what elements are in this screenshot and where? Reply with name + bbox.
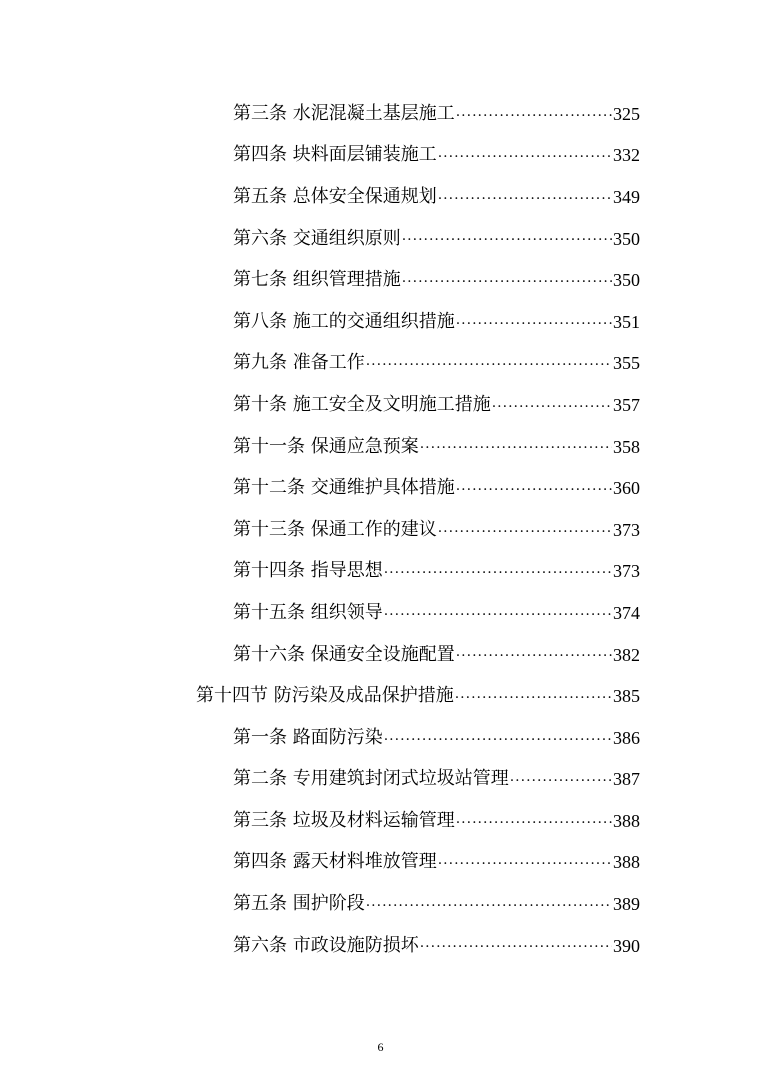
toc-dot-leader	[384, 558, 612, 592]
toc-dot-leader	[438, 849, 612, 883]
toc-dot-leader	[366, 891, 612, 925]
toc-dot-leader	[438, 184, 612, 218]
toc-dot-leader	[438, 517, 612, 551]
toc-entry-label: 第一条 路面防污染	[233, 726, 383, 748]
toc-entry-label: 第十四节 防污染及成品保护措施	[196, 685, 454, 707]
toc-entry[interactable]	[0, 384, 640, 426]
toc-entry-label: 第六条 交通组织原则	[233, 227, 401, 249]
toc-entry-label: 第九条 准备工作	[233, 352, 365, 374]
toc-dot-leader	[438, 142, 612, 176]
toc-entry-label: 第五条 围护阶段	[233, 893, 365, 915]
toc-dot-leader	[420, 932, 612, 966]
toc-entry-label: 第五条 总体安全保通规划	[233, 185, 437, 207]
toc-entry-label: 第十三条 保通工作的建议	[233, 518, 437, 540]
toc-entry-page-number: 382	[613, 644, 640, 665]
toc-entry-page-number: 386	[613, 727, 640, 748]
toc-entry-label: 第七条 组织管理措施	[233, 269, 401, 291]
toc-dot-leader	[384, 725, 612, 759]
toc-entry-label: 第十二条 交通维护具体措施	[233, 477, 455, 499]
toc-dot-leader	[456, 641, 612, 675]
toc-entry[interactable]	[0, 259, 640, 301]
toc-entry-label: 第十五条 组织领导	[233, 601, 383, 623]
toc-entry-label: 第三条 水泥混凝土基层施工	[233, 102, 455, 124]
toc-entry-label: 第四条 块料面层铺装施工	[233, 144, 437, 166]
toc-dot-leader	[420, 433, 612, 467]
toc-entry-page-number: 349	[613, 186, 640, 207]
toc-entry-page-number: 351	[613, 311, 640, 332]
toc-entry[interactable]	[0, 176, 640, 218]
toc-dot-leader	[384, 600, 612, 634]
toc-entry-page-number: 357	[613, 394, 640, 415]
toc-entry-label: 第八条 施工的交通组织措施	[233, 310, 455, 332]
toc-dot-leader	[456, 808, 612, 842]
toc-entry[interactable]	[0, 135, 640, 177]
toc-entry-page-number: 385	[613, 686, 640, 707]
table-of-contents	[0, 93, 761, 966]
toc-entry[interactable]	[0, 218, 640, 260]
toc-entry-page-number: 373	[613, 561, 640, 582]
toc-entry-page-number: 350	[613, 228, 640, 249]
toc-dot-leader	[492, 392, 612, 426]
toc-entry[interactable]	[0, 343, 640, 385]
toc-entry[interactable]	[0, 301, 640, 343]
toc-entry-label: 第十条 施工安全及文明施工措施	[233, 393, 491, 415]
toc-entry-label: 第十四条 指导思想	[233, 560, 383, 582]
toc-dot-leader	[402, 225, 612, 259]
toc-dot-leader	[456, 309, 612, 343]
toc-entry[interactable]	[0, 883, 640, 925]
toc-entry[interactable]	[0, 842, 640, 884]
toc-entry-page-number: 374	[613, 602, 640, 623]
toc-entry[interactable]	[0, 592, 640, 634]
toc-entry-page-number: 332	[613, 145, 640, 166]
toc-entry-label: 第十六条 保通安全设施配置	[233, 643, 455, 665]
toc-entry-label: 第六条 市政设施防损坏	[233, 934, 419, 956]
toc-entry-page-number: 360	[613, 478, 640, 499]
toc-entry[interactable]	[0, 800, 640, 842]
toc-entry-page-number: 373	[613, 519, 640, 540]
toc-entry-page-number: 388	[613, 852, 640, 873]
toc-entry-label: 第十一条 保通应急预案	[233, 435, 419, 457]
toc-entry-label: 第二条 专用建筑封闭式垃圾站管理	[233, 768, 509, 790]
toc-entry[interactable]	[0, 634, 640, 676]
toc-entry-page-number: 390	[613, 935, 640, 956]
toc-entry[interactable]	[0, 717, 640, 759]
toc-entry-page-number: 358	[613, 436, 640, 457]
toc-dot-leader	[456, 475, 612, 509]
toc-entry[interactable]	[0, 93, 640, 135]
toc-entry[interactable]	[0, 467, 640, 509]
page-number: 6	[377, 1040, 384, 1054]
toc-entry[interactable]	[0, 759, 640, 801]
toc-section-entry[interactable]	[0, 675, 640, 717]
toc-dot-leader	[402, 267, 612, 301]
toc-entry-page-number: 388	[613, 810, 640, 831]
toc-entry[interactable]	[0, 509, 640, 551]
toc-dot-leader	[456, 101, 612, 135]
toc-entry-page-number: 355	[613, 353, 640, 374]
toc-entry-label: 第四条 露天材料堆放管理	[233, 851, 437, 873]
toc-entry[interactable]	[0, 426, 640, 468]
toc-entry[interactable]	[0, 925, 640, 967]
toc-entry-page-number: 389	[613, 894, 640, 915]
toc-entry-label: 第三条 垃圾及材料运输管理	[233, 809, 455, 831]
toc-entry-page-number: 325	[613, 103, 640, 124]
toc-dot-leader	[510, 766, 612, 800]
toc-entry-page-number: 350	[613, 270, 640, 291]
toc-dot-leader	[366, 350, 612, 384]
toc-entry-page-number: 387	[613, 769, 640, 790]
toc-entry[interactable]	[0, 551, 640, 593]
toc-dot-leader	[455, 683, 612, 717]
